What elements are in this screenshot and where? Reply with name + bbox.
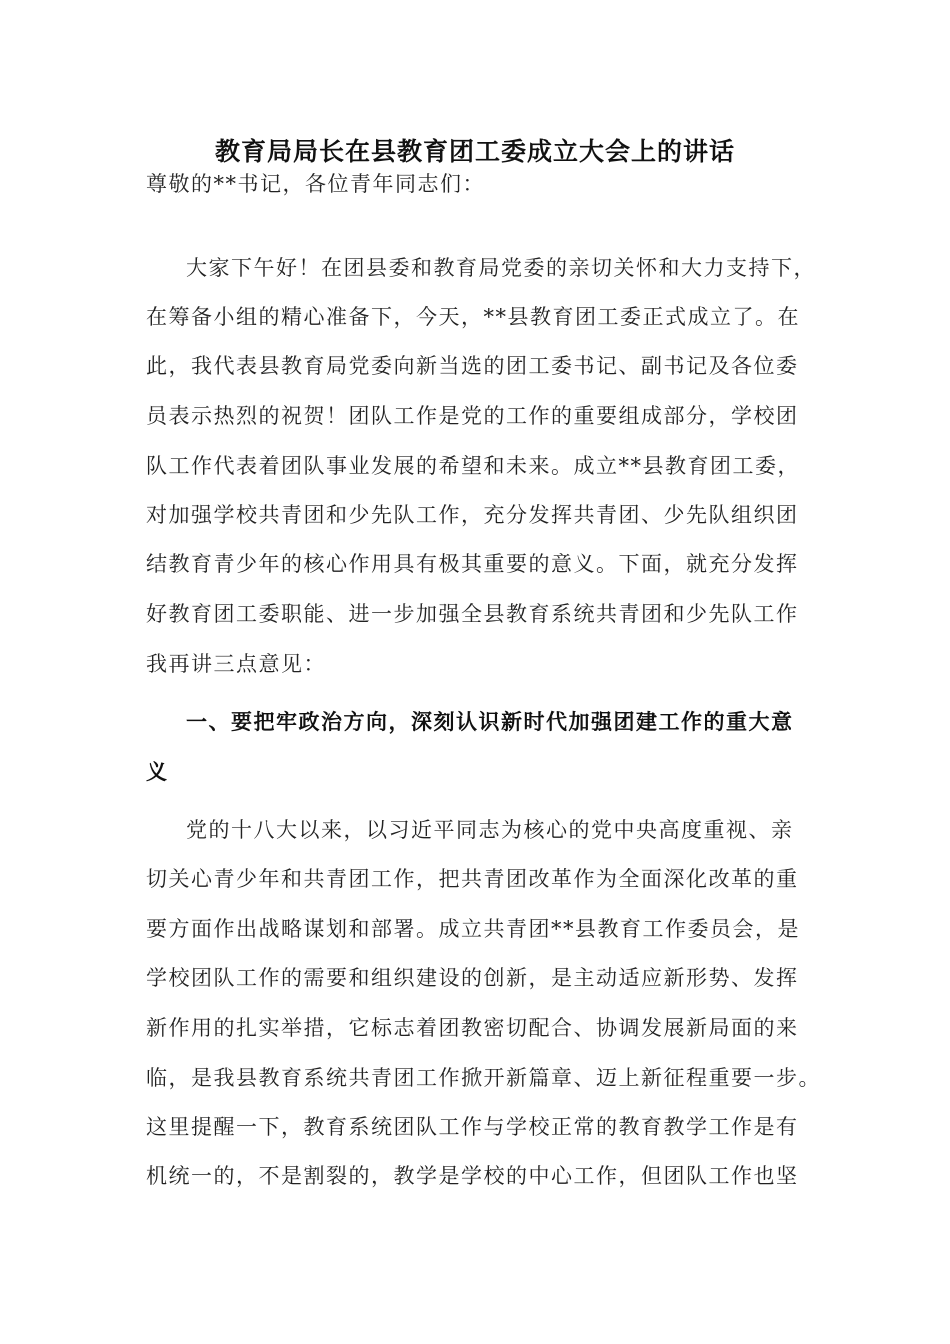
- paragraph-line: 在筹备小组的精心准备下，今天，**县教育团工委正式成立了。在: [146, 305, 800, 329]
- paragraph-line: 队工作代表着团队事业发展的希望和未来。成立**县教育团工委，: [146, 454, 800, 478]
- section-heading: 一、要把牢政治方向，深刻认识新时代加强团建工作的重大意: [186, 709, 794, 734]
- paragraph-line: 临，是我县教育系统共青团工作掀开新篇章、迈上新征程重要一步。: [146, 1066, 821, 1090]
- salutation: 尊敬的**书记，各位青年同志们：: [146, 172, 485, 196]
- paragraph-line: 员表示热烈的祝贺！团队工作是党的工作的重要组成部分，学校团: [146, 404, 799, 428]
- paragraph-line: 大家下午好！在团县委和教育局党委的亲切关怀和大力支持下，: [186, 256, 816, 280]
- paragraph-line: 此，我代表县教育局党委向新当选的团工委书记、副书记及各位委: [146, 354, 799, 378]
- paragraph-line: 党的十八大以来，以习近平同志为核心的党中央高度重视、亲: [186, 818, 794, 842]
- paragraph-line: 我再讲三点意见：: [146, 652, 326, 676]
- paragraph-line: 对加强学校共青团和少先队工作，充分发挥共青团、少先队组织团: [146, 503, 799, 527]
- paragraph-line: 好教育团工委职能、进一步加强全县教育系统共青团和少先队工作: [146, 602, 799, 626]
- paragraph-line: 结教育青少年的核心作用具有极其重要的意义。下面，就充分发挥: [146, 552, 799, 576]
- paragraph-line: 新作用的扎实举措，它标志着团教密切配合、协调发展新局面的来: [146, 1016, 799, 1040]
- paragraph-line: 学校团队工作的需要和组织建设的创新，是主动适应新形势、发挥: [146, 966, 799, 990]
- paragraph-line: 这里提醒一下，教育系统团队工作与学校正常的教育教学工作是有: [146, 1115, 799, 1139]
- paragraph-line: 机统一的，不是割裂的，教学是学校的中心工作，但团队工作也坚: [146, 1164, 799, 1188]
- paragraph-line: 要方面作出战略谋划和部署。成立共青团**县教育工作委员会，是: [146, 917, 800, 941]
- document-title: 教育局局长在县教育团工委成立大会上的讲话: [214, 137, 735, 166]
- section-heading: 义: [146, 759, 169, 784]
- paragraph-line: 切关心青少年和共青团工作，把共青团改革作为全面深化改革的重: [146, 867, 799, 891]
